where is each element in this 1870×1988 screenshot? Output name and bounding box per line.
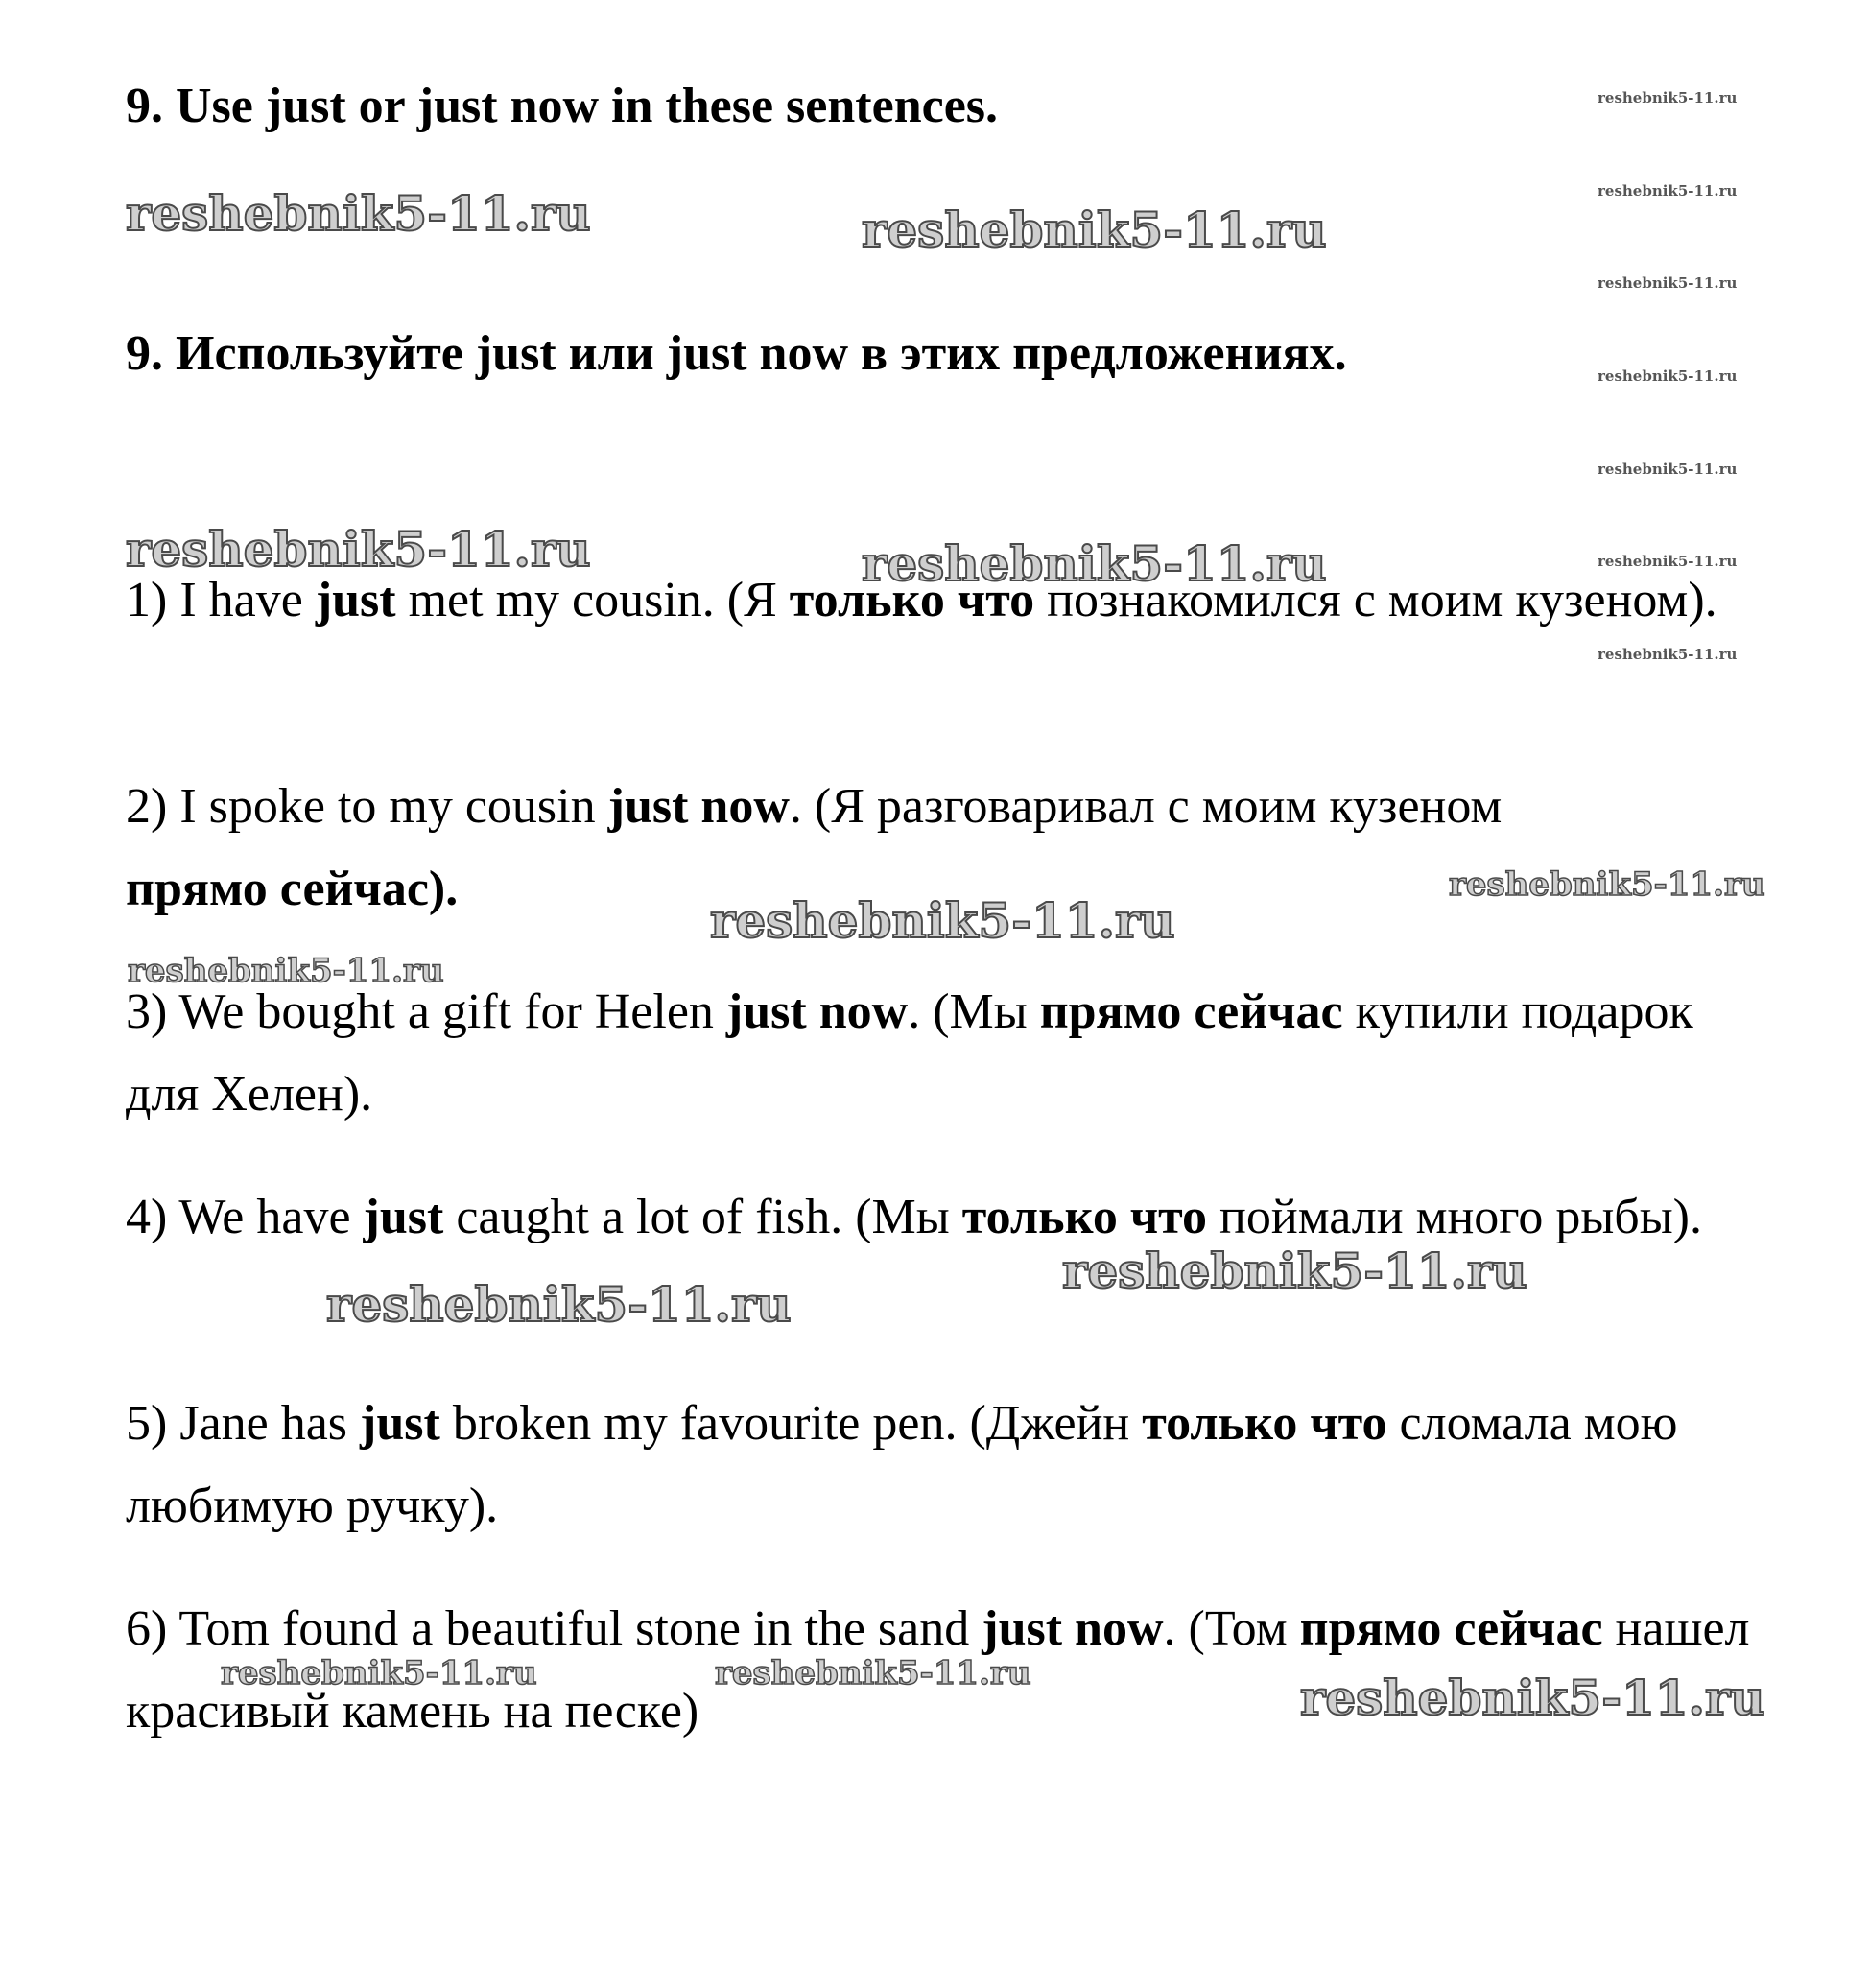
task-heading-russian: 9. Используйте just или just now в этих предложениях. <box>126 326 1347 381</box>
watermark: reshebnik5-11.ru <box>128 952 444 990</box>
watermark: reshebnik5-11.ru <box>1598 553 1738 570</box>
watermark: reshebnik5-11.ru <box>221 1654 537 1692</box>
watermark: reshebnik5-11.ru <box>710 892 1175 949</box>
item-text: поймали много рыбы). <box>1207 1190 1702 1244</box>
item-text: познакомился с моим кузеном). <box>1034 573 1717 627</box>
item-translation-keyword: прямо сейчас <box>1039 984 1343 1039</box>
watermark: reshebnik5-11.ru <box>1598 89 1738 106</box>
sentence-item-3 <box>126 971 1776 1136</box>
item-text: Jane has <box>179 1396 361 1451</box>
sentence-item-4 <box>126 1176 1776 1259</box>
watermark: reshebnik5-11.ru <box>862 535 1327 592</box>
item-keyword: just now <box>982 1601 1164 1656</box>
watermark: reshebnik5-11.ru <box>326 1276 792 1333</box>
item-text: We bought a gift for Helen <box>178 984 726 1039</box>
item-text: I have <box>179 573 316 627</box>
item-text: купили подарок для Хелен). <box>126 984 1693 1122</box>
item-number: 5) <box>126 1396 180 1451</box>
watermark: reshebnik5-11.ru <box>126 521 591 578</box>
item-translation-keyword: только что <box>1142 1396 1387 1451</box>
watermark: reshebnik5-11.ru <box>1062 1242 1527 1299</box>
item-text: I spoke to my cousin <box>179 779 608 834</box>
watermark: reshebnik5-11.ru <box>1300 1669 1765 1726</box>
item-translation-keyword: прямо сейчас <box>126 862 429 916</box>
watermark: reshebnik5-11.ru <box>715 1654 1031 1692</box>
item-number: 3) <box>126 984 179 1039</box>
item-translation-keyword: только что <box>961 1190 1208 1244</box>
watermark: reshebnik5-11.ru <box>1598 182 1738 200</box>
item-text: . (Том <box>1163 1601 1300 1656</box>
item-text: . (Я разговаривал с моим кузеном <box>789 779 1503 834</box>
watermark: reshebnik5-11.ru <box>126 185 591 242</box>
item-number: 6) <box>126 1601 179 1656</box>
item-translation-keyword: только что <box>789 573 1035 627</box>
watermark: reshebnik5-11.ru <box>1598 646 1738 663</box>
watermark: reshebnik5-11.ru <box>1449 865 1765 904</box>
item-text: нашел красивый камень на песке) <box>126 1601 1750 1739</box>
item-text: caught a lot of fish. (Мы <box>443 1190 962 1244</box>
item-number: 1) <box>126 573 180 627</box>
watermark: reshebnik5-11.ru <box>1598 367 1738 385</box>
item-number: 2) <box>126 779 180 834</box>
item-keyword: just now <box>607 779 790 834</box>
item-text: . (Мы <box>908 984 1040 1039</box>
item-text: Tom found a beautiful stone in the sand <box>178 1601 982 1656</box>
item-translation-keyword: прямо сейчас <box>1299 1601 1603 1656</box>
task-heading-english: 9. Use just or just now in these sentences. <box>126 79 999 133</box>
item-keyword: just <box>363 1190 444 1244</box>
item-text: сломала мою любимую ручку). <box>126 1396 1678 1533</box>
watermark: reshebnik5-11.ru <box>1598 274 1738 292</box>
item-text: broken my favourite pen. (Джейн <box>439 1396 1143 1451</box>
item-keyword: just <box>315 573 396 627</box>
sentence-item-5 <box>126 1383 1776 1548</box>
item-number: 4) <box>126 1190 179 1244</box>
watermark: reshebnik5-11.ru <box>1598 461 1738 478</box>
watermark: reshebnik5-11.ru <box>862 201 1327 258</box>
item-text: We have <box>178 1190 364 1244</box>
item-text: ). <box>428 862 459 916</box>
item-keyword: just now <box>725 984 909 1039</box>
item-text: met my cousin. (Я <box>395 573 790 627</box>
item-keyword: just <box>360 1396 440 1451</box>
